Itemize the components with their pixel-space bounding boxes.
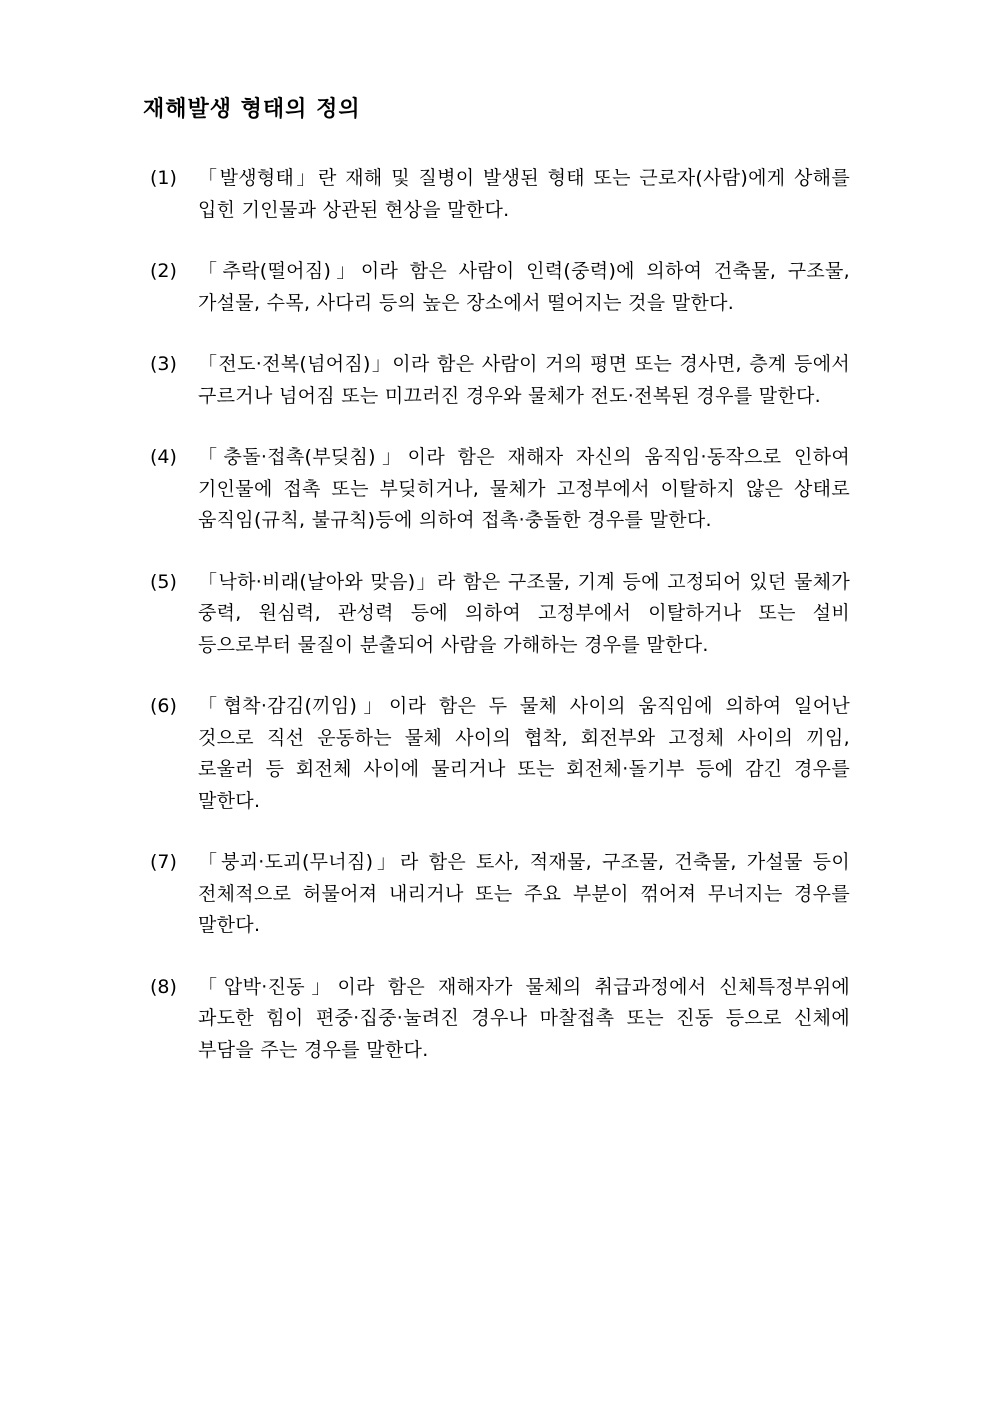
item-text: 「전도·전복(넘어짐)」이라 함은 사람이 거의 평면 또는 경사면, 층계 등에서 구르거나 넘어짐 또는 미끄러진 경우와 물체가 전도·전복된 경우를 말한다. bbox=[198, 353, 850, 407]
item-text: 「충돌·접촉(부딪침)」이라 함은 재해자 자신의 움직임·동작으로 인하여 기인물에 접촉 또는 부딪히거나, 물체가 고정부에서 이탈하지 않은 상태로 움직임(규칙, 불규칙)등에 의하여 접촉·충돌한 경우를 말한다. bbox=[198, 446, 850, 531]
item-text: 「붕괴·도괴(무너짐)」라 함은 토사, 적재물, 구조물, 건축물, 가설물 등이 전체적으로 허물어져 내리거나 또는 주요 부분이 꺾어져 무너지는 경우를 말한다. bbox=[198, 851, 850, 936]
definition-item bbox=[150, 349, 850, 412]
item-text: 「추락(떨어짐)」이라 함은 사람이 인력(중력)에 의하여 건축물, 구조물, 가설물, 수목, 사다리 등의 높은 장소에서 떨어지는 것을 말한다. bbox=[198, 260, 850, 314]
item-text: 「압박·진동」이라 함은 재해자가 물체의 취급과정에서 신체특정부위에 과도한 힘이 편중·집중·눌려진 경우나 마찰접촉 또는 진동 등으로 신체에 부담을 주는 경우를 말한다. bbox=[198, 975, 850, 1061]
item-number: (8) bbox=[150, 975, 177, 998]
definition-item bbox=[150, 691, 850, 817]
item-number: (2) bbox=[150, 260, 177, 282]
item-text: 「발생형태」란 재해 및 질병이 발생된 형태 또는 근로자(사람)에게 상해를 입힌 기인물과 상관된 현상을 말한다. bbox=[198, 167, 850, 221]
item-number: (5) bbox=[150, 570, 177, 593]
definition-item bbox=[150, 163, 850, 226]
definition-item bbox=[150, 567, 850, 662]
item-number: (1) bbox=[150, 167, 177, 189]
definition-item bbox=[150, 847, 850, 942]
item-text: 「협착·감김(끼임)」이라 함은 두 물체 사이의 움직임에 의하여 일어난 것으로 직선 운동하는 물체 사이의 협착, 회전부와 고정체 사이의 끼임, 로울러 등 회전체 사이에 물리거나 또는 회전체·돌기부 등에 감긴 경우를 말한다. bbox=[198, 695, 850, 812]
definition-item bbox=[150, 442, 850, 537]
definition-list bbox=[150, 163, 850, 1096]
item-number: (7) bbox=[150, 851, 177, 873]
item-number: (4) bbox=[150, 446, 177, 468]
item-text: 「낙하·비래(날아와 맞음)」라 함은 구조물, 기계 등에 고정되어 있던 물체가 중력, 원심력, 관성력 등에 의하여 고정부에서 이탈하거나 또는 설비 등으로부터 물질이 분출되어 사람을 가해하는 경우를 말한다. bbox=[198, 570, 850, 656]
item-number: (3) bbox=[150, 353, 177, 375]
item-number: (6) bbox=[150, 695, 177, 717]
definition-item bbox=[150, 256, 850, 319]
document-title: 재해발생 형태의 정의 bbox=[143, 97, 361, 122]
definition-item bbox=[150, 972, 850, 1067]
